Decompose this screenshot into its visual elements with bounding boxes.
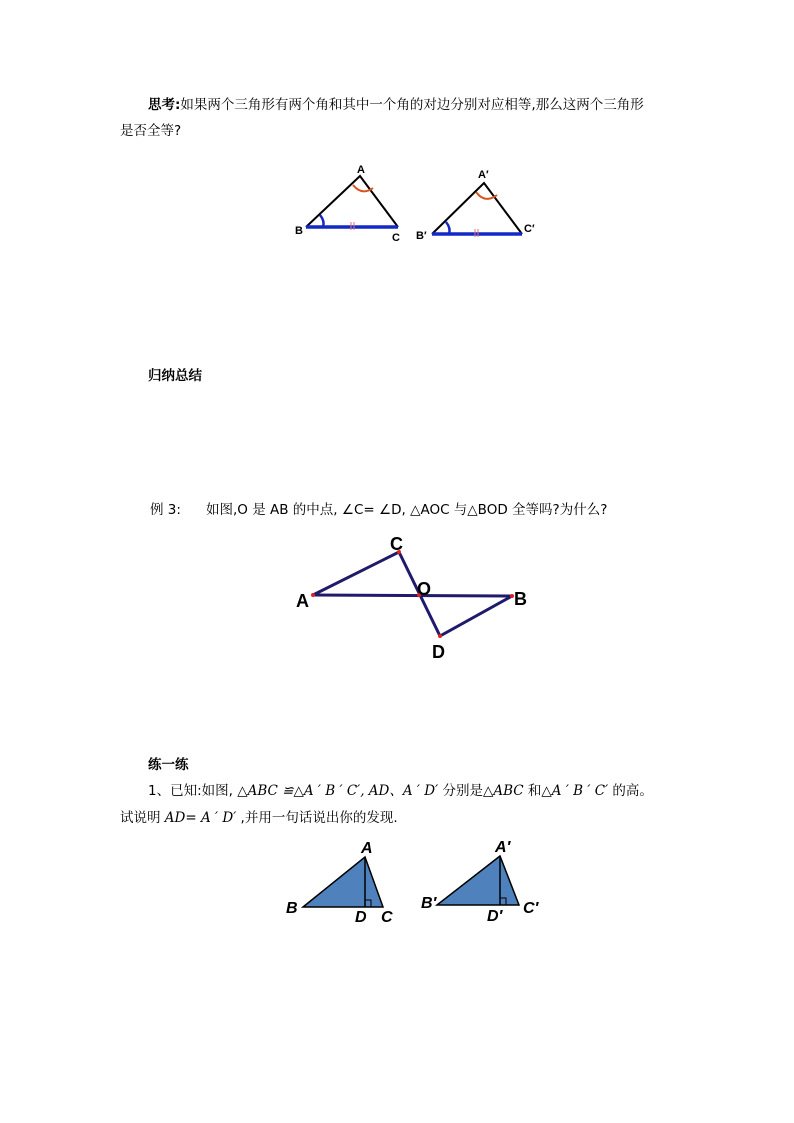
label-b-prime: B′ [421,895,437,912]
label-d: D [432,642,445,662]
q1-math3: △A ′ B ′ C′ [541,783,609,799]
think-line1: 如果两个三角形有两个角和其中一个角的对边分别对应相等,那么这两个三角形 [180,97,644,113]
think-label: 思考: [148,97,181,113]
label-c: C [381,909,393,926]
label-o: O [417,579,432,599]
summary-heading: 归纳总结 [148,368,202,384]
q1-text4: 的高。 [608,783,653,799]
label-a-prime: A′ [495,839,511,856]
label-a: A [357,164,365,176]
label-c: C [392,232,400,244]
label-b-prime: B′ [416,230,427,242]
q1-number: 1、已知: [148,783,202,799]
q1-line2-math: AD= A ′ D′ [164,810,237,826]
label-a-prime: A′ [478,169,489,181]
label-b: B [514,589,527,609]
filled-triangle-abc [303,857,383,907]
q1-text3: 和 [523,783,542,799]
label-b: B [286,900,298,917]
label-d-prime: D′ [487,908,503,925]
q1-line2-b: ,并用一句话说出你的发现. [236,810,398,826]
think-line2: 是否全等? [120,123,182,139]
practice-heading: 练一练 [148,757,189,773]
q1-text2: 分别是 [438,783,483,799]
example3-label: 例 3: [150,502,181,518]
q1-line2-a: 试说明 [120,810,165,826]
q1-math1: △ABC ≌△A ′ B ′ C′, AD、A ′ D′ [237,783,439,799]
label-d: D [355,909,367,926]
filled-triangle-a1b1c1 [437,856,519,905]
q1-math2: △ABC [482,783,524,799]
label-c-prime: C′ [523,900,539,917]
label-c: C [390,534,403,554]
q1-text1: 如图, [201,783,238,799]
example3-text: 如图,O 是 AB 的中点, ∠C= ∠D, △AOC 与△BOD 全等吗?为什么? [206,502,608,518]
label-c-prime: C′ [524,223,535,235]
label-a: A [361,840,373,857]
label-b: B [295,225,303,237]
label-a: A [296,591,309,611]
